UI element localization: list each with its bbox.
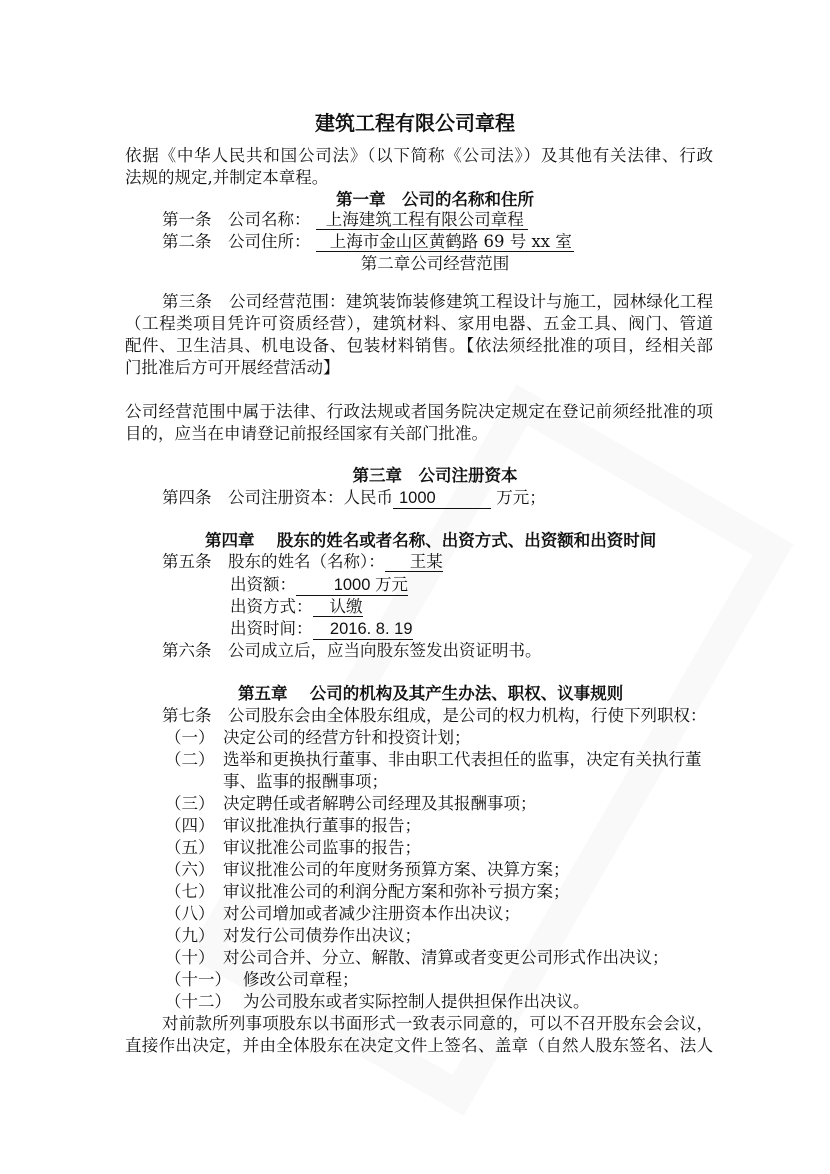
method-value: 认缴 [313,597,363,617]
method-row [230,596,363,618]
item-text: 决定聘任或者解聘公司经理及其报酬事项； [223,794,537,813]
scope-para-line: 公司经营范围中属于法律、行政法规或者国务院决定规定在登记前须经批准的项 [125,402,713,421]
ch5-para-line: 对前款所列事项股东以书面形式一致表示同意的，可以不召开股东会会议， [162,1014,713,1033]
item-text: 审议批准公司的利润分配方案和弥补亏损方案； [223,882,570,901]
date-value: 2016. 8. 19 [313,620,413,640]
article-5 [162,551,443,573]
article-3-line: （工程类项目凭许可资质经营），建筑材料、家用电器、五金工具、阀门、管道 [125,314,713,333]
item-text-continued: 事、监事的报酬事项； [223,772,388,791]
label: 出资时间： [230,619,313,638]
chapter-heading: 第二章公司经营范围 [360,254,510,273]
label: 第四条 公司注册资本：人民币 [162,488,393,507]
item-number: （一） [165,728,215,747]
item-text: 审议批准公司的年度财务预算方案、决算方案； [223,860,570,879]
power-item [165,727,471,749]
unit: 万元； [496,488,546,507]
company-name-value: 上海建筑工程有限公司章程 [316,210,528,230]
ch5-para-line: 直接作出决定，并由全体股东在决定文件上签名、盖章（自然人股东签名、法人 [125,1036,713,1055]
chapter-heading: 第四章 股东的姓名或者名称、出资方式、出资额和出资时间 [205,531,657,550]
item-text: 审议批准执行董事的报告； [223,816,421,835]
power-item [165,881,570,903]
item-number: （十） [165,948,215,967]
item-number: （十一） [165,970,231,989]
power-item [165,749,702,771]
intro-line: 依据《中华人民共和国公司法》（以下简称《公司法》）及其他有关法律、行政 [125,146,713,165]
power-item [165,991,590,1013]
article-3-line: 配件、卫生洁具、机电设备、包装材料销售。【依法须经批准的项目，经相关部 [125,336,713,355]
label: 第二条 公司住所： [162,232,311,251]
power-item [165,925,421,947]
item-number: （十二） [165,992,231,1011]
label: 出资方式： [230,597,313,616]
power-item [165,793,537,815]
power-item [165,969,359,991]
capital-value: 1000 [393,489,491,509]
item-number: （七） [165,882,215,901]
chapter-heading: 第三章 公司注册资本 [352,466,518,485]
article-7: 第七条 公司股东会由全体股东组成，是公司的权力机构，行使下列职权： [162,706,707,725]
article-3-line: 门批准后方可开展经营活动】 [125,358,340,377]
shareholder-value: 王某 [385,552,443,572]
item-text: 修改公司章程； [243,970,359,989]
power-item [165,947,669,969]
date-row [230,618,413,640]
item-number: （四） [165,816,215,835]
item-number: （三） [165,794,215,813]
power-item [165,903,520,925]
item-text: 对公司增加或者减少注册资本作出决议； [223,904,520,923]
article-3-line: 第三条 公司经营范围：建筑装饰装修建筑工程设计与施工，园林绿化工程 [162,292,713,311]
chapter-heading: 第一章 公司的名称和住所 [336,190,534,209]
power-item [165,815,421,837]
item-number: （六） [165,860,215,879]
power-item [165,859,570,881]
item-number: （八） [165,904,215,923]
article-4 [162,487,546,509]
item-text: 为公司股东或者实际控制人提供担保作出决议。 [243,992,590,1011]
item-text: 对发行公司债券作出决议； [223,926,421,945]
item-text: 审议批准公司监事的报告； [223,838,421,857]
article-1 [162,209,528,231]
amount-value: 1000 万元 [296,576,408,596]
item-number: （五） [165,838,215,857]
item-text: 选举和更换执行董事、非由职工代表担任的监事，决定有关执行董 [223,750,702,769]
intro-line: 法规的规定,并制定本章程。 [125,168,329,187]
label: 第一条 公司名称： [162,210,311,229]
document-title: 建筑工程有限公司章程 [315,111,515,135]
chapter-heading: 第五章 公司的机构及其产生办法、职权、议事规则 [238,684,624,703]
scope-para-line: 目的，应当在申请登记前报经国家有关部门批准。 [125,424,488,443]
company-address-value: 上海市金山区黄鹤路 69 号 xx 室 [316,232,574,252]
article-2 [162,231,574,253]
article-6: 第六条 公司成立后，应当向股东签发出资证明书。 [162,641,542,660]
power-item [165,837,421,859]
label: 出资额： [230,575,296,594]
item-number: （二） [165,750,215,769]
item-text: 决定公司的经营方针和投资计划； [223,728,471,747]
label: 第五条 股东的姓名（名称）： [162,552,385,571]
item-text: 对公司合并、分立、解散、清算或者变更公司形式作出决议； [223,948,669,967]
amount-row [230,574,408,596]
item-number: （九） [165,926,215,945]
